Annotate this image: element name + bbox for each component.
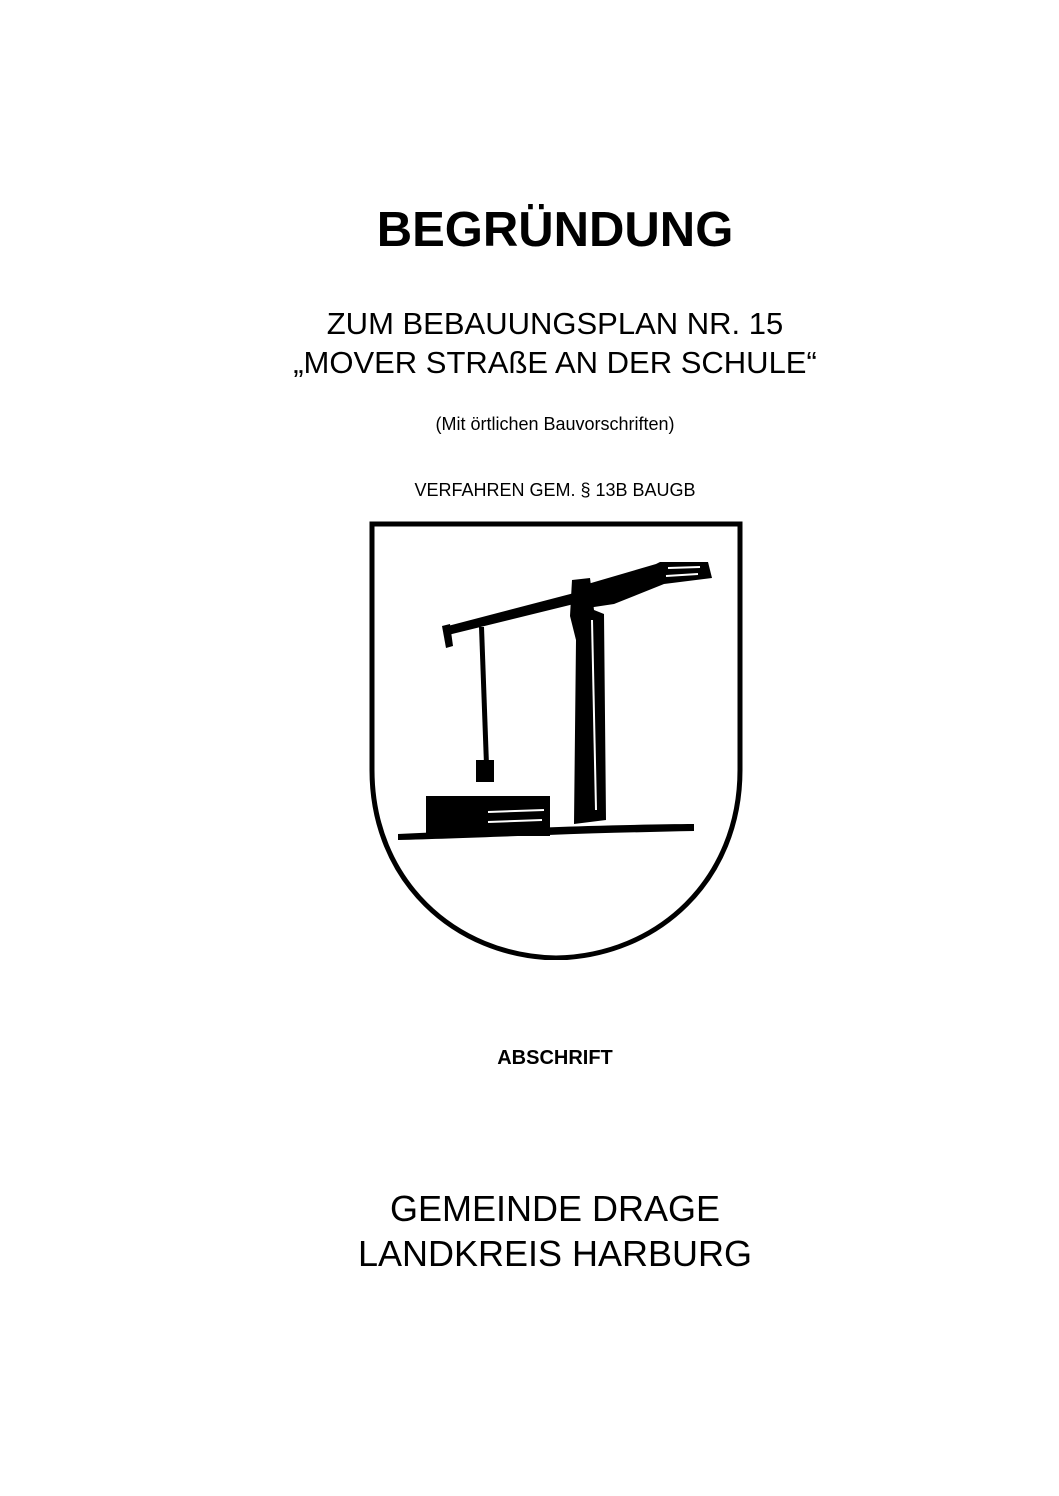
- coat-of-arms-crane-icon: [368, 520, 744, 960]
- district-name: LANDKREIS HARBURG: [357, 1233, 753, 1274]
- shield-outline: [372, 524, 740, 958]
- subtitle-line-1: ZUM BEBAUUNGSPLAN NR. 15: [326, 306, 784, 341]
- document-title: BEGRÜNDUNG: [376, 203, 734, 257]
- municipality-name: GEMEINDE DRAGE: [389, 1188, 721, 1229]
- subtitle-line-2: „MOVER STRAßE AN DER SCHULE“: [293, 345, 817, 380]
- crane-hook: [476, 760, 494, 782]
- crane-tower: [570, 578, 606, 824]
- copy-label: ABSCHRIFT: [497, 1047, 613, 1069]
- procedure-note: VERFAHREN GEM. § 13B BAUGB: [414, 480, 696, 500]
- building-regulations-note: (Mit örtlichen Bauvorschriften): [435, 414, 675, 434]
